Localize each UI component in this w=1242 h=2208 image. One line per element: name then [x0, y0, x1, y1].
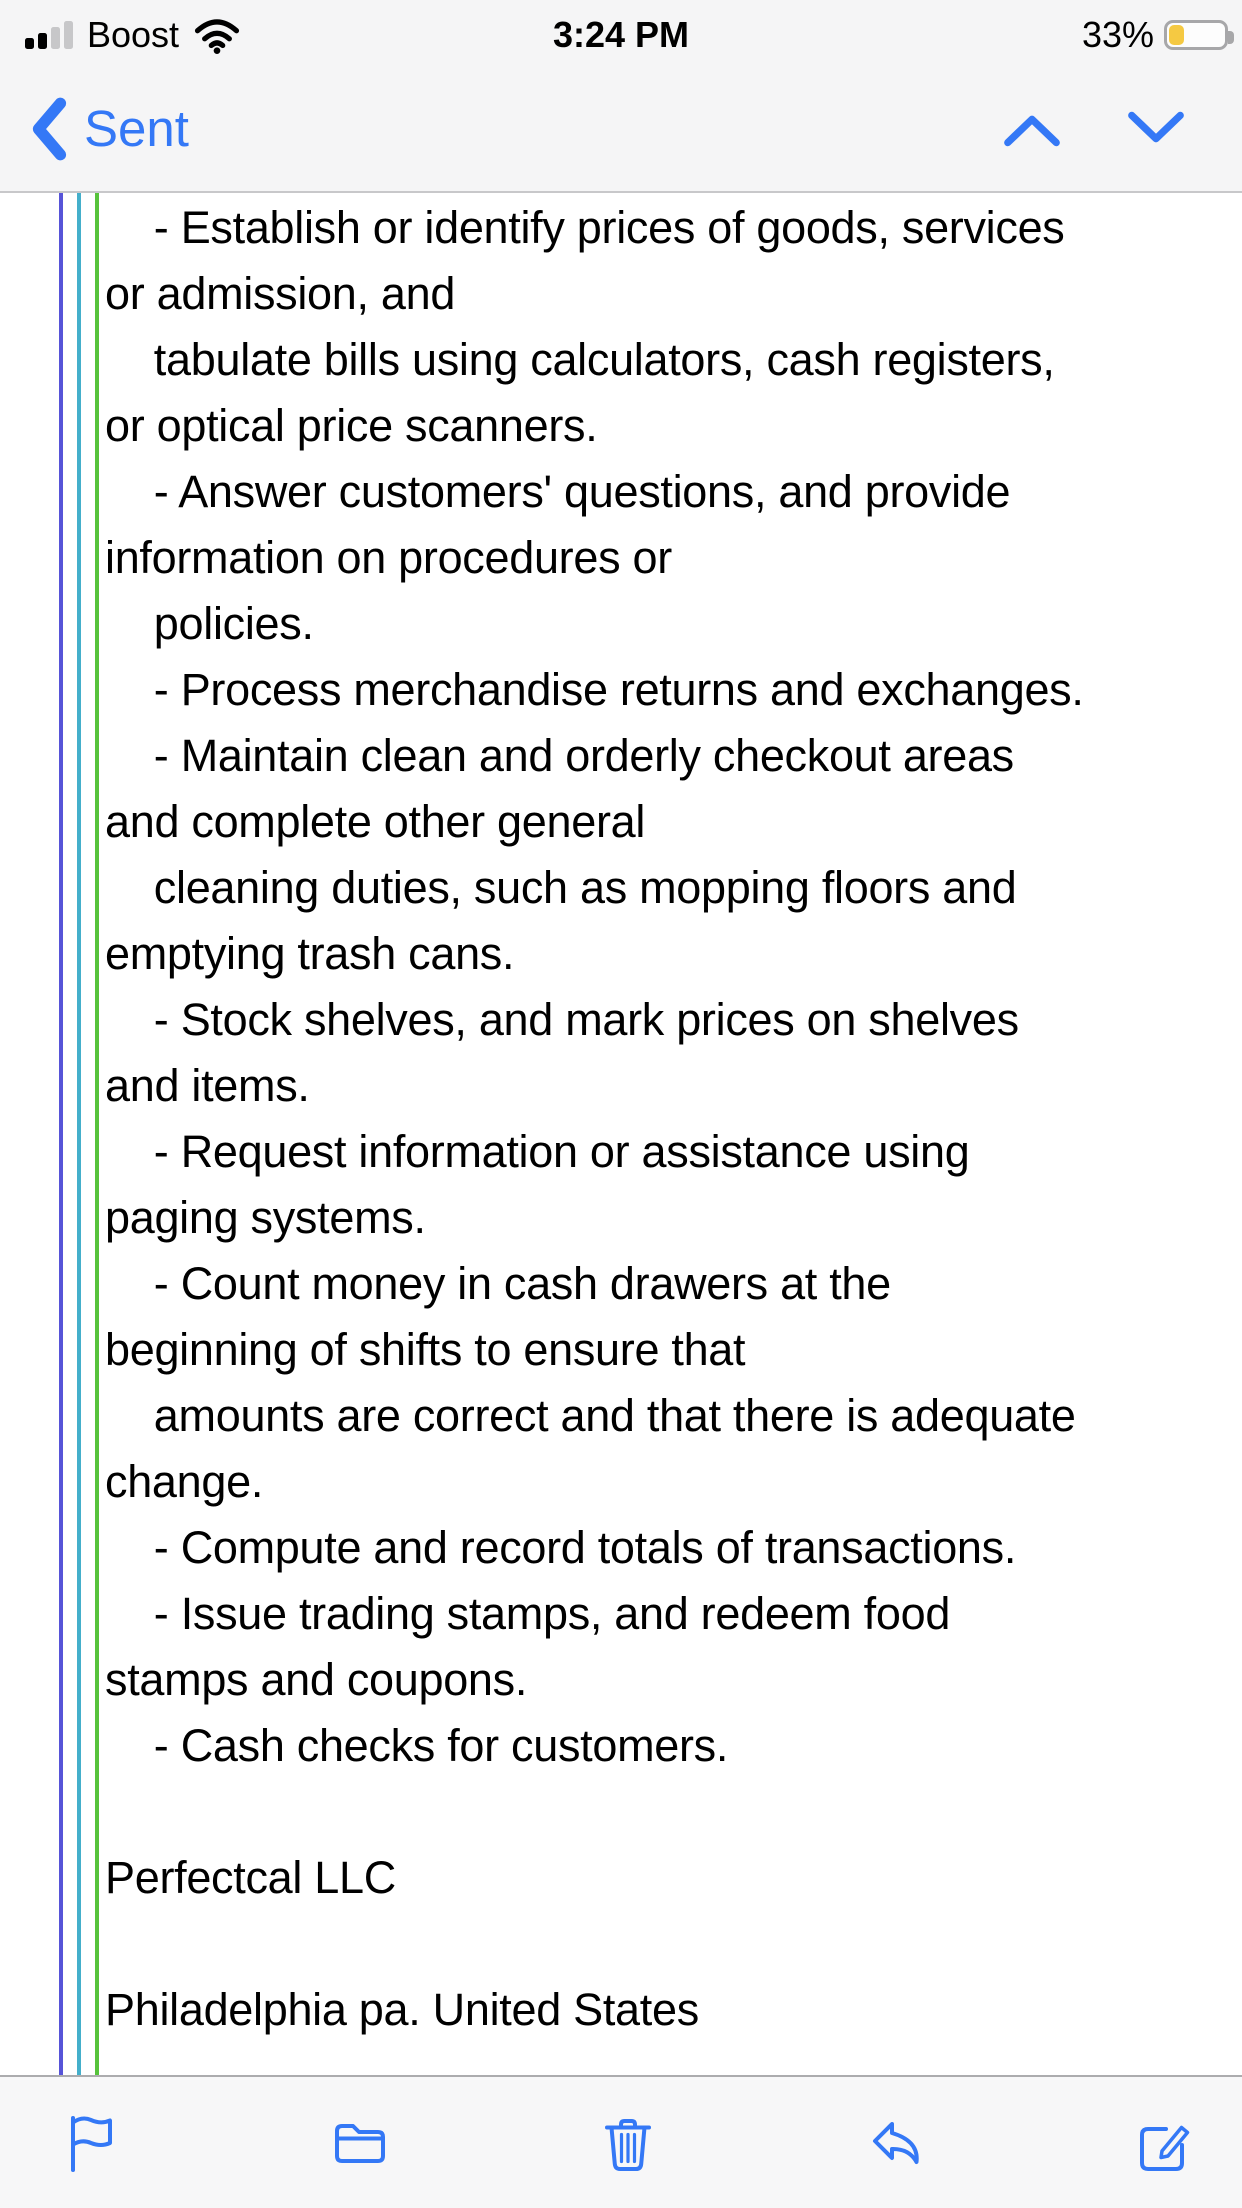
email-text-line: or admission, and: [105, 268, 456, 319]
folder-icon: [328, 2111, 392, 2175]
email-text-line: - Maintain clean and orderly checkout areas: [105, 730, 1014, 781]
compose-icon: [1132, 2111, 1196, 2175]
email-text-line: or optical price scanners.: [105, 400, 598, 451]
battery-percent-label: 33%: [1081, 14, 1154, 55]
quote-level-bars: [0, 193, 105, 2075]
quote-bar-level-3: [95, 193, 99, 2075]
email-text-line: - Establish or identify prices of goods, services: [105, 202, 1065, 253]
delete-button[interactable]: [593, 2108, 663, 2178]
email-text-line: - Cash checks for customers.: [105, 1720, 729, 1771]
chevron-left-icon: [30, 96, 68, 162]
status-bar: [0, 0, 1242, 60]
flag-button[interactable]: [57, 2108, 127, 2178]
email-text-line: - Request information or assistance using: [105, 1126, 970, 1177]
email-text-line: Philadelphia pa. United States: [105, 1984, 699, 2035]
reply-icon: [864, 2111, 928, 2175]
email-text-line: stamps and coupons.: [105, 1654, 528, 1705]
email-text-line: and complete other general: [105, 796, 646, 847]
email-text-line: beginning of shifts to ensure that: [105, 1324, 746, 1375]
nav-bar: [0, 60, 1242, 191]
quote-bar-level-1: [59, 193, 63, 2075]
carrier-label: Boost: [87, 14, 180, 55]
status-right-cluster: [1082, 14, 1228, 56]
battery-icon: [1164, 20, 1228, 50]
compose-button[interactable]: [1129, 2108, 1199, 2178]
email-text-line: cleaning duties, such as mopping floors and: [105, 862, 1017, 913]
toolbar: [0, 2075, 1242, 2208]
chevron-up-icon[interactable]: [1001, 107, 1063, 151]
email-text-line: - Compute and record totals of transactions.: [105, 1522, 1017, 1573]
email-text-line: paging systems.: [105, 1192, 426, 1243]
battery-nub: [1228, 31, 1234, 44]
email-text-line: policies.: [105, 598, 314, 649]
email-body: [0, 193, 1242, 2075]
email-text-line: change.: [105, 1456, 264, 1507]
email-text-line: [105, 1911, 1212, 1977]
email-text-line: - Process merchandise returns and exchanges.: [105, 664, 1084, 715]
email-text-line: - Answer customers' questions, and provide: [105, 466, 1011, 517]
move-to-folder-button[interactable]: [325, 2108, 395, 2178]
email-text-line: amounts are correct and that there is adequate: [105, 1390, 1076, 1441]
trash-icon: [596, 2111, 660, 2175]
battery-fill: [1169, 25, 1184, 45]
email-text-line: [105, 1779, 1212, 1845]
chevron-down-icon[interactable]: [1125, 107, 1187, 151]
back-button[interactable]: [30, 96, 189, 162]
reply-button[interactable]: [861, 2108, 931, 2178]
email-text-line: - Stock shelves, and mark prices on shelves: [105, 994, 1019, 1045]
email-text-line: emptying trash cans.: [105, 928, 515, 979]
back-button-label: Sent: [84, 100, 189, 157]
header: [0, 0, 1242, 193]
email-text-line: - Count money in cash drawers at the: [105, 1258, 891, 1309]
email-text-line: Perfectcal LLC: [105, 1852, 396, 1903]
email-text-line: and items.: [105, 1060, 310, 1111]
email-text-line: information on procedures or: [105, 532, 672, 583]
email-text-line: tabulate bills using calculators, cash registers,: [105, 334, 1055, 385]
message-navigation: [1001, 107, 1187, 151]
email-text-line: - Issue trading stamps, and redeem food: [105, 1588, 951, 1639]
flag-icon: [60, 2111, 124, 2175]
email-text: [0, 193, 1242, 2043]
quote-bar-level-2: [77, 193, 81, 2075]
clock: 3:24 PM: [552, 14, 690, 55]
